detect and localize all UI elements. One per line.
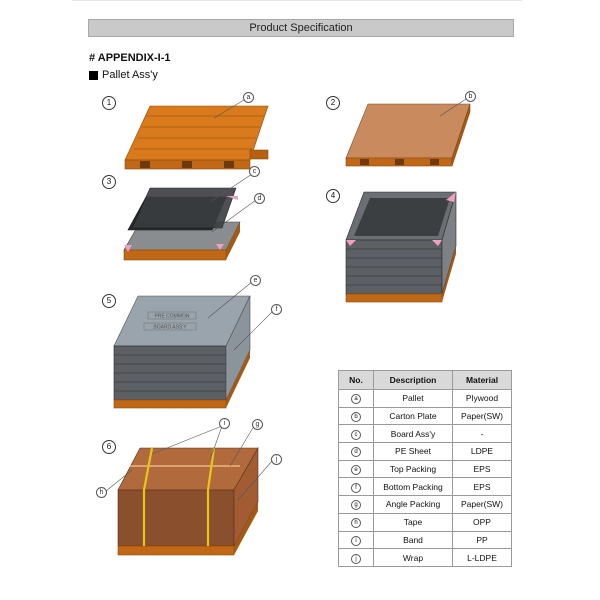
pallet-a — [125, 106, 268, 169]
row-material: LDPE — [453, 443, 512, 461]
row-material: Plywood — [453, 390, 512, 408]
row-no: i — [351, 536, 361, 546]
carton-plate-b — [346, 104, 470, 166]
step6-wrapped — [118, 448, 258, 555]
callout-j: j — [271, 454, 282, 465]
callout-c: c — [249, 166, 260, 177]
row-material: PP — [453, 531, 512, 549]
col-header-no: No. — [339, 371, 374, 390]
row-no: g — [351, 500, 361, 510]
callout-i: i — [219, 418, 230, 429]
page-header: Product Specification — [88, 19, 514, 37]
row-material: EPS — [453, 460, 512, 478]
table-row — [339, 478, 512, 496]
table-row — [339, 460, 512, 478]
callout-a: a — [243, 92, 254, 103]
step-number-2: 2 — [326, 96, 340, 110]
row-no: a — [351, 394, 361, 404]
table-row — [339, 549, 512, 567]
row-description: Angle Packing — [374, 496, 453, 514]
row-description: Band — [374, 531, 453, 549]
col-header-description: Description — [374, 371, 453, 390]
row-description: Tape — [374, 513, 453, 531]
callout-h: h — [96, 487, 107, 498]
table-row — [339, 407, 512, 425]
callout-d: d — [254, 193, 265, 204]
row-description: Pallet — [374, 390, 453, 408]
step-number-6: 6 — [102, 440, 116, 454]
row-description: Bottom Packing — [374, 478, 453, 496]
row-no: c — [351, 430, 361, 440]
row-no: h — [351, 518, 361, 528]
material-table — [338, 370, 512, 567]
row-material: Paper(SW) — [453, 496, 512, 514]
row-no: j — [351, 554, 361, 564]
row-material: L-LDPE — [453, 549, 512, 567]
step4-stack — [346, 192, 456, 302]
step5-top-packing — [114, 296, 250, 408]
print-line-2: BOARD ASS'Y — [153, 324, 187, 331]
callout-g: g — [252, 419, 263, 430]
step-number-5: 5 — [102, 294, 116, 308]
row-description: Board Ass'y — [374, 425, 453, 443]
callout-e: e — [250, 275, 261, 286]
row-description: PE Sheet — [374, 443, 453, 461]
subtitle-text: Pallet Ass'y — [102, 69, 158, 81]
table-row — [339, 390, 512, 408]
row-material: Paper(SW) — [453, 407, 512, 425]
row-no: f — [351, 483, 361, 493]
row-no: b — [351, 412, 361, 422]
step-number-3: 3 — [102, 175, 116, 189]
table-row — [339, 443, 512, 461]
row-material: - — [453, 425, 512, 443]
row-description: Top Packing — [374, 460, 453, 478]
appendix-title: # APPENDIX-I-1 — [89, 52, 171, 64]
row-description: Wrap — [374, 549, 453, 567]
step-number-1: 1 — [102, 96, 116, 110]
table-row — [339, 496, 512, 514]
print-line-1: PRE COMMON — [154, 313, 190, 320]
step-number-4: 4 — [326, 189, 340, 203]
col-header-material: Material — [453, 371, 512, 390]
callout-b: b — [465, 91, 476, 102]
row-description: Carton Plate — [374, 407, 453, 425]
row-no: e — [351, 465, 361, 475]
table-header-row — [339, 371, 512, 390]
table-row — [339, 531, 512, 549]
table-row — [339, 425, 512, 443]
callout-f: f — [271, 304, 282, 315]
table-row — [339, 513, 512, 531]
row-no: d — [351, 447, 361, 457]
row-material: EPS — [453, 478, 512, 496]
row-material: OPP — [453, 513, 512, 531]
